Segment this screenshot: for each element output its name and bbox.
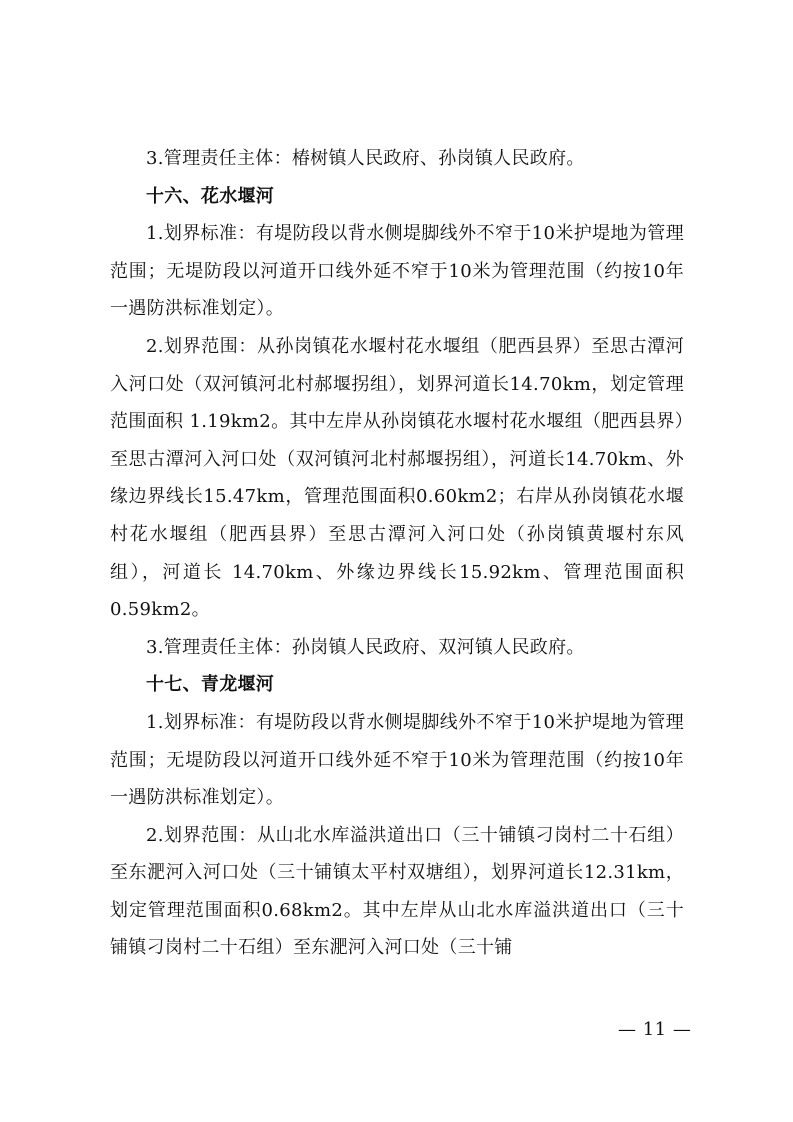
paragraph-responsible-subject-16: 3.管理责任主体：孙岗镇人民政府、双河镇人民政府。 <box>146 636 585 658</box>
paragraph-boundary-standard-16: 1.划界标准：有堤防段以背水侧堤脚线外不窄于10米护堤地为管理范围；无堤防段以河道开口线外延不窄于10米为管理范围（约按10年一遇防洪标准划定）。 <box>110 223 684 320</box>
paragraph-boundary-range-16: 2.划界范围：从孙岗镇花水堰村花水堰组（肥西县界）至思古潭河入河口处（双河镇河北村郝堰拐组），划界河道长14.70km，划定管理范围面积 1.19km2。其中左岸从孙岗镇花水堰村花水堰组（肥西县界）至思古潭河入河口处（双河镇河北村郝堰拐组），河道长14.70km、外缘边界线长15.47km，管理范围面积0.60km2；右岸从孙岗镇花水堰村花水堰组（肥西县界）至思古潭河入河口处（孙岗镇黄堰村东风组），河道长 14.70km、外缘边界线长15.92km、管理范围面积0.59km2。 <box>110 335 684 621</box>
section-heading-16: 十六、花水堰河 <box>146 185 275 207</box>
paragraph-responsible-subject-1: 3.管理责任主体：椿树镇人民政府、孙岗镇人民政府。 <box>146 148 585 169</box>
section-heading-17: 十七、青龙堰河 <box>146 674 275 696</box>
paragraph-boundary-range-17: 2.划界范围：从山北水库溢洪道出口（三十铺镇刁岗村二十石组）至东淝河入河口处（三十铺镇太平村双塘组），划界河道长12.31km，划定管理范围面积0.68km2。其中左岸从山北水库溢洪道出口（三十铺镇刁岗村二十石组）至东淝河入河口处（三十铺 <box>110 824 684 959</box>
paragraph-boundary-standard-17: 1.划界标准：有堤防段以背水侧堤脚线外不窄于10米护堤地为管理范围；无堤防段以河道开口线外延不窄于10米为管理范围（约按10年一遇防洪标准划定）。 <box>110 711 684 809</box>
document-body <box>110 140 684 967</box>
page-number: — 11 — <box>618 1019 692 1040</box>
